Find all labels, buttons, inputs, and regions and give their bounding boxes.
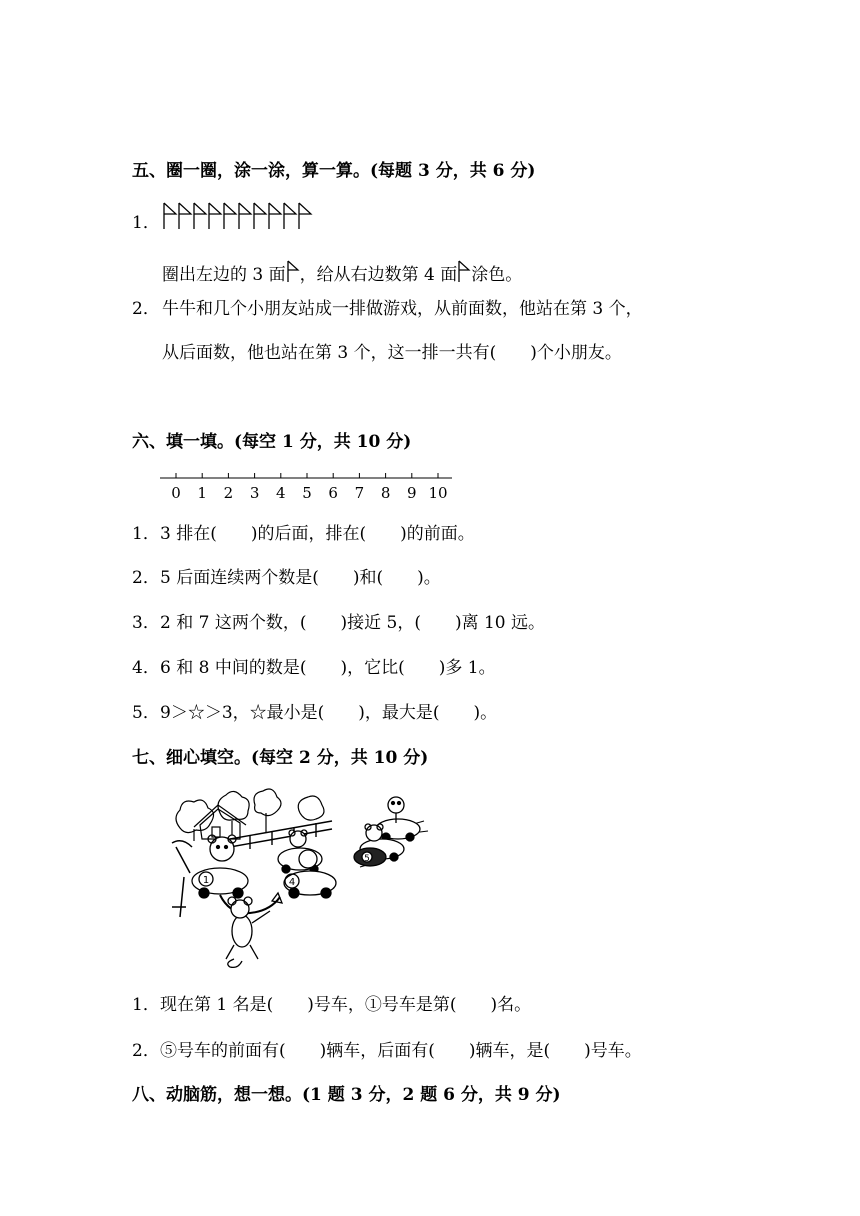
house [194, 805, 246, 839]
flag-icon [254, 203, 266, 229]
section-5-heading: 五、圈一圈，涂一涂，算一算。(每题 3 分，共 6 分) [132, 161, 536, 181]
car-5 [354, 848, 386, 866]
flag-icon [299, 203, 311, 229]
q5-2-line-2: 从后面数，他也站在第 3 个，这一排一共有( )个小朋友。 [162, 343, 622, 363]
number-line-label: 3 [249, 484, 260, 502]
q7-1-text: 现在第 1 名是( )号车，①号车是第( )名。 [160, 995, 532, 1015]
flag-icon [179, 203, 191, 229]
number-line [158, 470, 458, 504]
car-4-label: 4 [288, 877, 296, 888]
flag-icon [284, 203, 296, 229]
number-line-label: 6 [328, 484, 338, 502]
section-6-heading: 六、填一填。(每空 1 分，共 10 分) [132, 432, 412, 452]
q7-1-number: 1． [132, 995, 160, 1015]
q6-1-text: 3 排在( )的后面，排在( )的前面。 [160, 524, 475, 544]
flag-icon [239, 203, 251, 229]
flag-icon [269, 203, 281, 229]
car-1 [376, 797, 420, 841]
q6-2-text: 5 后面连续两个数是( )和( )。 [160, 568, 441, 588]
q6-3-number: 3． [132, 613, 160, 633]
flag-icon [194, 203, 206, 229]
number-line-label: 10 [428, 484, 448, 502]
q6-2-number: 2． [132, 568, 160, 588]
flag-icon [164, 203, 176, 229]
number-line-label: 2 [223, 484, 234, 502]
q5-2-number: 2． [132, 299, 160, 319]
flag-icon [286, 260, 300, 282]
q6-3-text: 2 和 7 这两个数，( )接近 5，( )离 10 远。 [160, 613, 546, 633]
q5-1-text [162, 260, 522, 284]
flag-icon [224, 203, 236, 229]
q5-1-text-b: ，给从右边数第 4 面 [299, 265, 458, 285]
number-line-label: 5 [302, 484, 312, 502]
number-line-label: 1 [197, 484, 207, 502]
number-line-label: 8 [380, 484, 391, 502]
finish-pole [172, 841, 192, 917]
number-line-label: 0 [171, 484, 181, 502]
q5-1-text-a: 圈出左边的 3 面 [162, 265, 286, 285]
flag-icon [209, 203, 221, 229]
car-left-bear [192, 835, 248, 898]
q5-2-line-1: 牛牛和几个小朋友站成一排做游戏，从前面数，他站在第 3 个， [162, 299, 643, 319]
q5-1-number: 1． [132, 213, 160, 233]
q5-1-text-c: 涂色。 [471, 265, 523, 285]
q6-5-number: 5． [132, 703, 160, 723]
number-line-label: 4 [276, 484, 286, 502]
flag-icon [457, 260, 471, 282]
flag-row [162, 202, 316, 235]
section-7-heading: 七、细心填空。(每空 2 分，共 10 分) [132, 748, 429, 768]
q6-5-text: 9＞☆＞3，☆最小是( )，最大是( )。 [160, 703, 498, 723]
number-line-label: 9 [407, 484, 417, 502]
car-1-label: 1 [202, 875, 210, 886]
car-race-illustration [160, 783, 440, 975]
q7-2-text: ⑤号车的前面有( )辆车，后面有( )辆车，是( )号车。 [160, 1041, 642, 1061]
number-line-label: 7 [354, 484, 365, 502]
car-5-label: 5 [364, 854, 370, 864]
section-8-heading: 八、动脑筋，想一想。(1 题 3 分，2 题 6 分，共 9 分) [132, 1085, 561, 1105]
q7-2-number: 2． [132, 1041, 160, 1061]
q6-1-number: 1． [132, 524, 160, 544]
q6-4-number: 4． [132, 658, 160, 678]
q6-4-text: 6 和 8 中间的数是( )，它比( )多 1。 [160, 658, 496, 678]
